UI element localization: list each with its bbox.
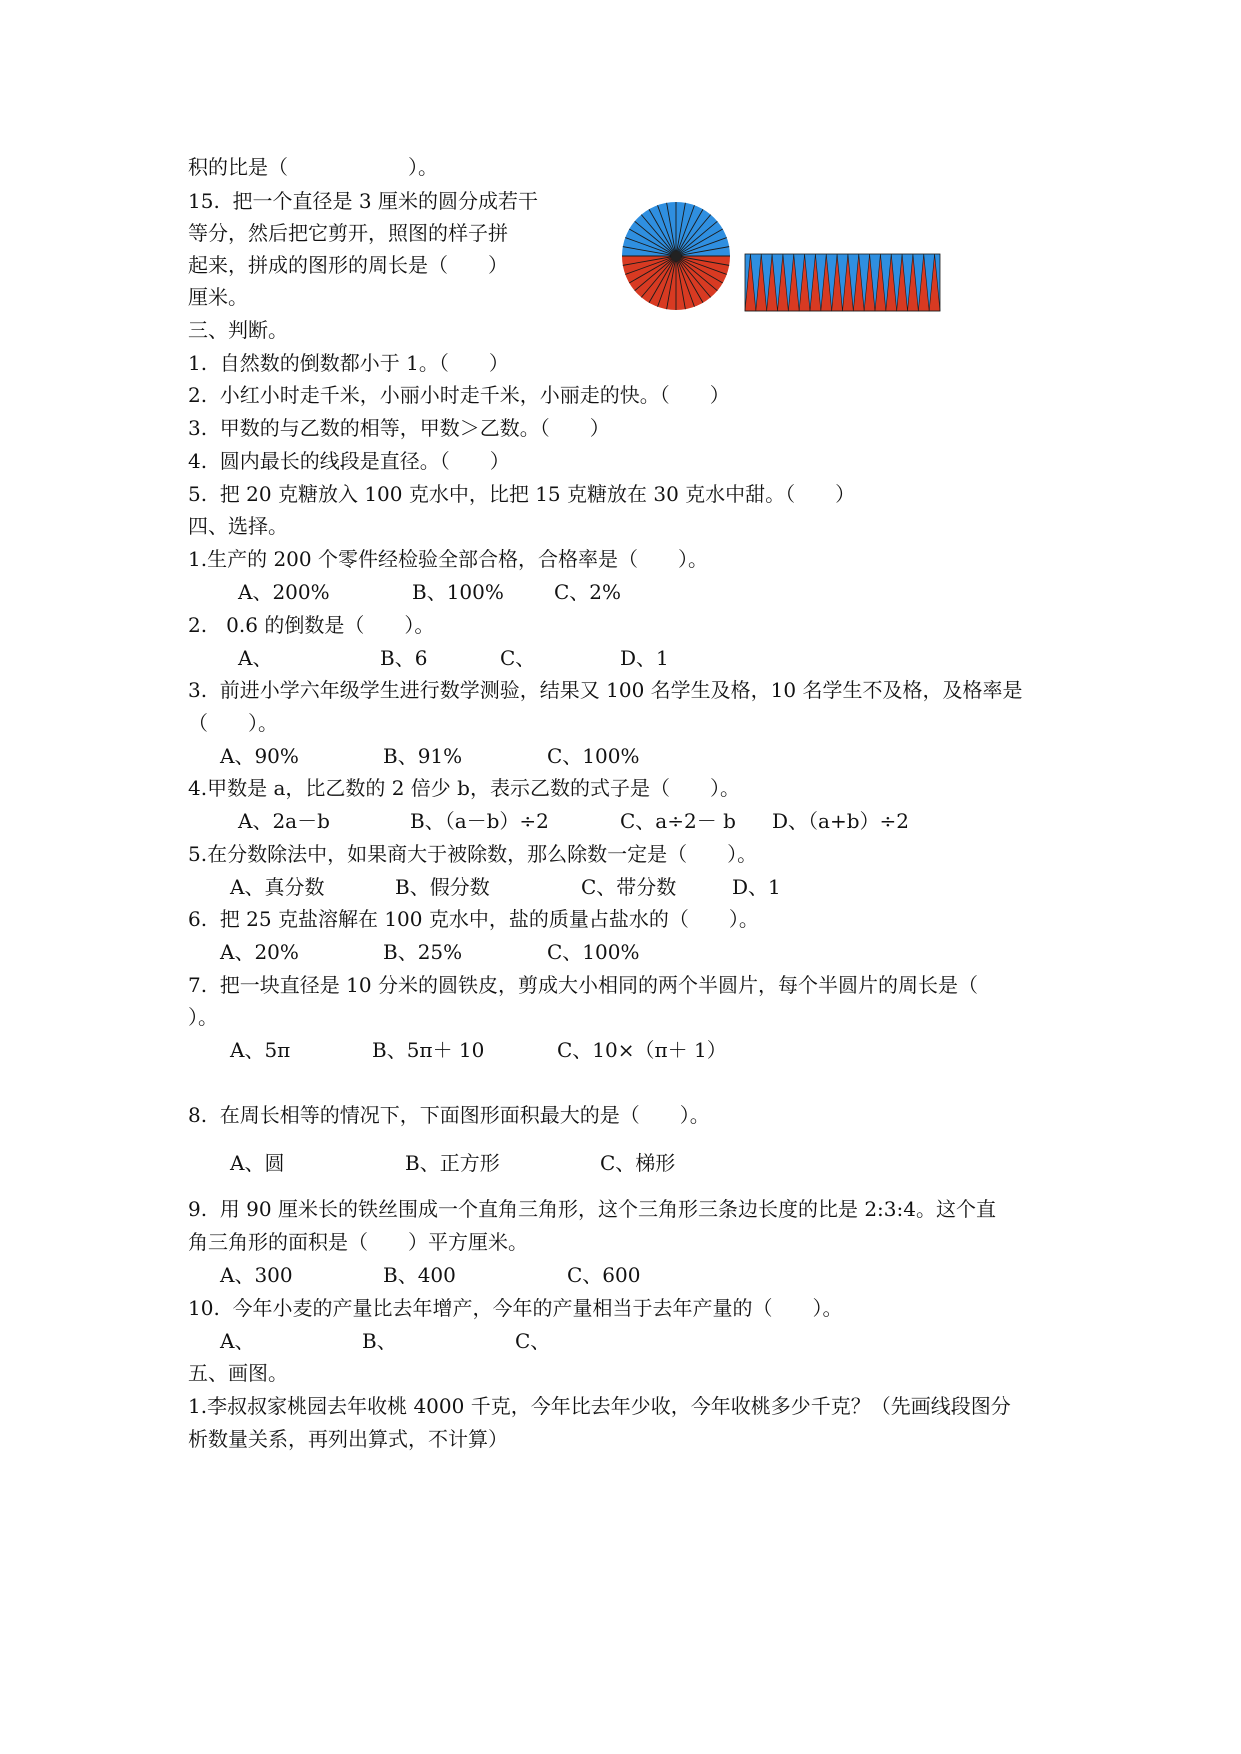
choice-q1-stem: 1.生产的 200 个零件经检验全部合格，合格率是（ ）。 [188,547,708,571]
choice-q8-option-a: A、圆 [230,1151,285,1175]
judge-item-4: 4. 圆内最长的线段是直径。（ ） [188,449,510,473]
choice-q5-stem: 5.在分数除法中，如果商大于被除数，那么除数一定是（ ）。 [188,842,758,866]
judge-item-5: 5. 把 20 克糖放入 100 克水中，比把 15 克糖放在 30 克水中甜。（ ） [188,482,856,506]
draw-q1-line-2: 析数量关系，再列出算式，不计算） [188,1427,508,1451]
divided-circle [622,202,730,310]
choice-q7-option-c: C、10×（π＋ 1） [557,1038,727,1062]
choice-q4-option-a: A、2a－b [238,809,330,833]
choice-q7-option-b: B、5π＋ 10 [372,1038,485,1062]
choice-q7-stem-2: ）。 [188,1005,218,1029]
q15-line-1: 15. 把一个直径是 3 厘米的圆分成若干 [188,189,538,213]
choice-q7-stem-1: 7. 把一块直径是 10 分米的圆铁皮，剪成大小相同的两个半圆片，每个半圆片的周长是（ [188,973,978,997]
choice-q6-option-b: B、25% [383,940,463,964]
choice-q2-option-d: D、1 [620,646,669,670]
choice-q4-option-d: D、（a+b）÷2 [772,809,910,833]
circle-center [671,251,681,261]
judge-item-2: 2. 小红小时走千米，小丽小时走千米，小丽走的快。（ ） [188,383,730,407]
choice-q4-stem: 4.甲数是 a，比乙数的 2 倍少 b，表示乙数的式子是（ ）。 [188,776,740,800]
choice-q9-stem-1: 9. 用 90 厘米长的铁丝围成一个直角三角形，这个三角形三条边长度的比是 2:3:4。这个直 [188,1197,996,1221]
section3-heading: 三、判断。 [188,318,288,342]
judge-item-3: 3. 甲数的与乙数的相等，甲数＞乙数。（ ） [188,416,610,440]
choice-q2-option-a: A、 [238,646,273,670]
choice-q3-option-a: A、90% [220,744,299,768]
section4-heading: 四、选择。 [188,514,288,538]
draw-q1-line-1: 1.李叔叔家桃园去年收桃 4000 千克，今年比去年少收，今年收桃多少千克？（先画线段图分 [188,1394,1011,1418]
choice-q2-option-b: B、6 [380,646,428,670]
choice-q3-option-c: C、100% [547,744,640,768]
choice-q2-stem: 2. 0.6 的倒数是（ ）。 [188,613,435,637]
choice-q6-stem: 6. 把 25 克盐溶解在 100 克水中，盐的质量占盐水的（ ）。 [188,907,759,931]
choice-q9-option-c: C、600 [567,1263,641,1287]
choice-q10-option-a: A、 [220,1329,255,1353]
rearranged-strip [745,254,940,311]
choice-q8-option-c: C、梯形 [600,1151,676,1175]
choice-q4-option-b: B、（a－b）÷2 [410,809,549,833]
choice-q7-option-a: A、5π [230,1038,291,1062]
choice-q1-option-b: B、100% [412,580,504,604]
q15-line-4: 厘米。 [188,285,248,309]
q14-tail: 积的比是（ ）。 [188,155,438,179]
choice-q3-stem-2: （ ）。 [188,711,278,735]
choice-q10-stem: 10. 今年小麦的产量比去年增产，今年的产量相当于去年产量的（ ）。 [188,1296,843,1320]
choice-q6-option-a: A、20% [220,940,299,964]
choice-q9-stem-2: 角三角形的面积是（ ）平方厘米。 [188,1230,528,1254]
choice-q5-option-d: D、1 [732,875,781,899]
choice-q10-option-b: B、 [362,1329,397,1353]
q15-line-3: 起来，拼成的图形的周长是（ ） [188,253,508,277]
circle-rearrangement-figure [620,200,950,324]
choice-q5-option-b: B、假分数 [395,875,490,899]
choice-q8-option-b: B、正方形 [405,1151,500,1175]
choice-q9-option-a: A、300 [220,1263,293,1287]
q15-line-2: 等分，然后把它剪开，照图的样子拼 [188,221,508,245]
choice-q5-option-c: C、带分数 [581,875,677,899]
choice-q3-option-b: B、91% [383,744,463,768]
figure-svg [620,200,950,320]
choice-q9-option-b: B、400 [383,1263,456,1287]
choice-q4-option-c: C、a÷2－ b [620,809,736,833]
choice-q5-option-a: A、真分数 [230,875,325,899]
judge-item-1: 1. 自然数的倒数都小于 1。（ ） [188,351,509,375]
choice-q2-option-c: C、 [500,646,536,670]
choice-q6-option-c: C、100% [547,940,640,964]
section5-heading: 五、画图。 [188,1361,288,1385]
choice-q3-stem-1: 3. 前进小学六年级学生进行数学测验，结果又 100 名学生及格，10 名学生不及格，及格率是 [188,678,1023,702]
choice-q1-option-a: A、200% [238,580,330,604]
choice-q1-option-c: C、2% [554,580,622,604]
choice-q8-stem: 8. 在周长相等的情况下，下面图形面积最大的是（ ）。 [188,1103,710,1127]
choice-q10-option-c: C、 [515,1329,551,1353]
